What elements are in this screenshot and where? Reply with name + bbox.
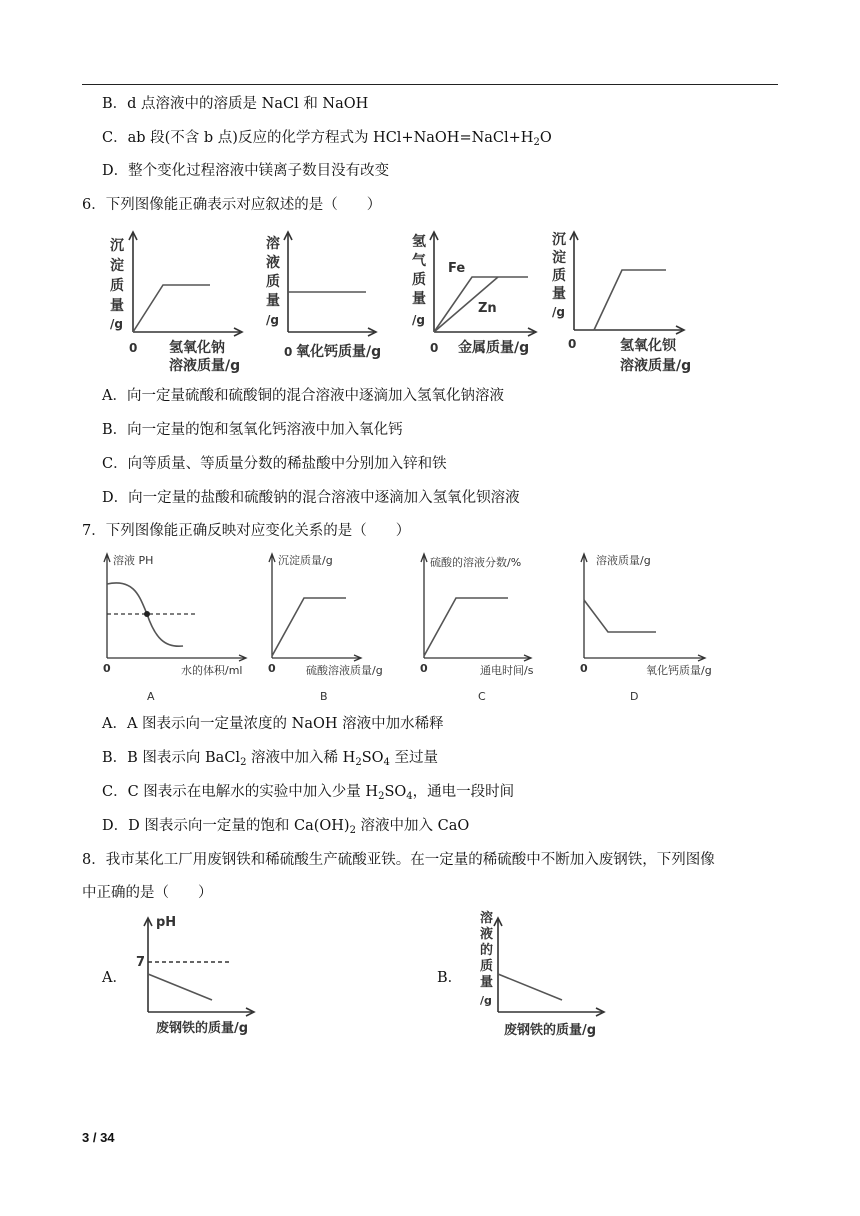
q6-graph-4 xyxy=(548,228,708,376)
q6-graph-3 xyxy=(408,228,548,376)
q7gc-xlabel: 通电时间/s xyxy=(480,664,534,677)
q6g2-ylabel-2: 液 xyxy=(266,255,280,271)
q7gd-xlabel: 氧化钙质量/g xyxy=(646,664,712,677)
header-rule xyxy=(82,84,778,85)
q8gb-xlabel: 废钢铁的质量/g xyxy=(504,1023,597,1038)
q6g4-ylabel-5: /g xyxy=(552,305,565,319)
q6-stem: 6．下列图像能正确表示对应叙述的是（ ） xyxy=(82,197,382,213)
q6g3-origin: 0 xyxy=(430,341,439,355)
q6g2-ylabel-1: 溶 xyxy=(266,236,280,252)
q6g4-xlabel-2: 溶液质量/g xyxy=(620,358,692,374)
q7ga-xlabel: 水的体积/ml xyxy=(181,664,243,677)
prev-option-c: C．ab 段(不含 b 点)反应的化学方程式为 $HCl+NaOH=NaCl+H_2O$ xyxy=(102,130,552,148)
prev-option-b: B．d 点溶液中的溶质是 NaCl 和 NaOH xyxy=(102,96,369,112)
q7ga-ylabel: 溶液 PH xyxy=(113,554,154,567)
q7gc-ylabel: 硫酸的溶液分数/% xyxy=(430,556,522,569)
q6g3-ylabel-1: 氢 xyxy=(412,234,426,250)
q8-stem-line2: 中正确的是（ ） xyxy=(82,885,213,901)
q8gb-ylabel-2: 液 xyxy=(480,927,494,942)
q6g3-series-fe: Fe xyxy=(448,261,466,276)
q7-option-a: A．A 图表示向一定量浓度的 NaOH 溶液中加水稀释 xyxy=(102,716,444,732)
q8ga-ylabel: pH xyxy=(156,915,177,930)
q6g2-ylabel-4: 量 xyxy=(266,293,280,309)
q6g1-origin: 0 xyxy=(129,341,138,355)
q6g1-ylabel-3: 质 xyxy=(110,278,124,294)
q6g1-ylabel-2: 淀 xyxy=(110,258,124,274)
q7-graph-a xyxy=(95,548,265,708)
q8gb-ylabel-1: 溶 xyxy=(480,911,494,926)
q6g3-series-zn: Zn xyxy=(478,301,497,316)
q8gb-ylabel-6: /g xyxy=(480,994,492,1007)
q7gb-origin: 0 xyxy=(268,662,276,675)
q8-option-b-label: B． xyxy=(437,970,463,986)
q8ga-tick-7: 7 xyxy=(136,955,146,970)
q8-graph-b xyxy=(470,908,620,1046)
q6g2-xlabel: 氧化钙质量/g xyxy=(296,344,382,360)
q6g2-origin: 0 xyxy=(284,345,293,359)
q7ga-origin: 0 xyxy=(103,662,111,675)
q7gd-origin: 0 xyxy=(580,662,588,675)
q7-graph-b xyxy=(262,548,402,708)
q7gb-xlabel: 硫酸溶液质量/g xyxy=(306,664,383,677)
q6g2-ylabel-5: /g xyxy=(266,313,279,327)
q6-graph-1 xyxy=(105,228,255,376)
q7gd-ylabel: 溶液质量/g xyxy=(596,554,651,567)
q6-option-c: C．向等质量、等质量分数的稀盐酸中分别加入锌和铁 xyxy=(102,456,447,472)
q6g1-xlabel-1: 氢氧化钠 xyxy=(169,340,225,356)
q8-graph-a xyxy=(128,908,278,1046)
q8ga-xlabel: 废钢铁的质量/g xyxy=(156,1021,249,1036)
q8gb-ylabel-3: 的 xyxy=(480,943,494,958)
q6g4-origin: 0 xyxy=(568,337,577,351)
q7-graph-c xyxy=(418,548,558,708)
page-number: 3 / 34 xyxy=(82,1130,115,1145)
q8gb-ylabel-4: 质 xyxy=(480,959,494,974)
q6g1-ylabel-5: /g xyxy=(110,317,123,331)
q8-stem-line1: 8．我市某化工厂用废钢铁和稀硫酸生产硫酸亚铁。在一定量的稀硫酸中不断加入废钢铁，下列图像 xyxy=(82,852,715,868)
q7gb-caption: B xyxy=(320,690,328,703)
q7gd-caption: D xyxy=(630,690,639,703)
q7ga-caption: A xyxy=(147,690,155,703)
q7gc-origin: 0 xyxy=(420,662,428,675)
q7gc-caption: C xyxy=(478,690,486,703)
q6g4-ylabel-2: 淀 xyxy=(552,250,566,266)
q7-option-d: D．D 图表示向一定量的饱和 $Ca(OH)_2$ 溶液中加入 CaO xyxy=(102,818,470,836)
q6g3-ylabel-4: 量 xyxy=(412,291,426,307)
q6g3-ylabel-3: 质 xyxy=(412,272,426,288)
q6-option-d: D．向一定量的盐酸和硫酸钠的混合溶液中逐滴加入氢氧化钡溶液 xyxy=(102,490,520,506)
q6g3-ylabel-5: /g xyxy=(412,313,425,327)
q7gb-ylabel: 沉淀质量/g xyxy=(278,554,333,567)
q6g1-ylabel-4: 量 xyxy=(110,298,124,314)
q6-option-b: B．向一定量的饱和氢氧化钙溶液中加入氧化钙 xyxy=(102,422,403,438)
q6g4-xlabel-1: 氢氧化钡 xyxy=(620,338,676,354)
q6g3-xlabel: 金属质量/g xyxy=(458,340,530,356)
prev-option-d: D．整个变化过程溶液中镁离子数目没有改变 xyxy=(102,163,390,179)
q7-graph-d xyxy=(576,548,726,708)
q7-stem: 7．下列图像能正确反映对应变化关系的是（ ） xyxy=(82,523,411,539)
q8-option-a-label: A． xyxy=(102,970,127,986)
q8gb-ylabel-5: 量 xyxy=(480,975,494,990)
q6g1-ylabel-1: 沉 xyxy=(110,238,124,254)
q7-option-c: C．C 图表示在电解水的实验中加入少量 $H_2SO_4$，通电一段时间 xyxy=(102,784,515,802)
q7-option-b: B．B 图表示向 BaCl$_2$ 溶液中加入稀 $H_2SO_4$ 至过量 xyxy=(102,750,438,768)
q6-graph-2 xyxy=(262,228,402,376)
q6-option-a: A．向一定量硫酸和硫酸铜的混合溶液中逐滴加入氢氧化钠溶液 xyxy=(102,388,504,404)
q6g3-ylabel-2: 气 xyxy=(412,253,426,269)
q6g1-xlabel-2: 溶液质量/g xyxy=(169,358,241,374)
q6g2-ylabel-3: 质 xyxy=(266,274,280,290)
q6g4-ylabel-4: 量 xyxy=(552,286,566,302)
q6g4-ylabel-3: 质 xyxy=(552,268,566,284)
q6g4-ylabel-1: 沉 xyxy=(552,232,566,248)
